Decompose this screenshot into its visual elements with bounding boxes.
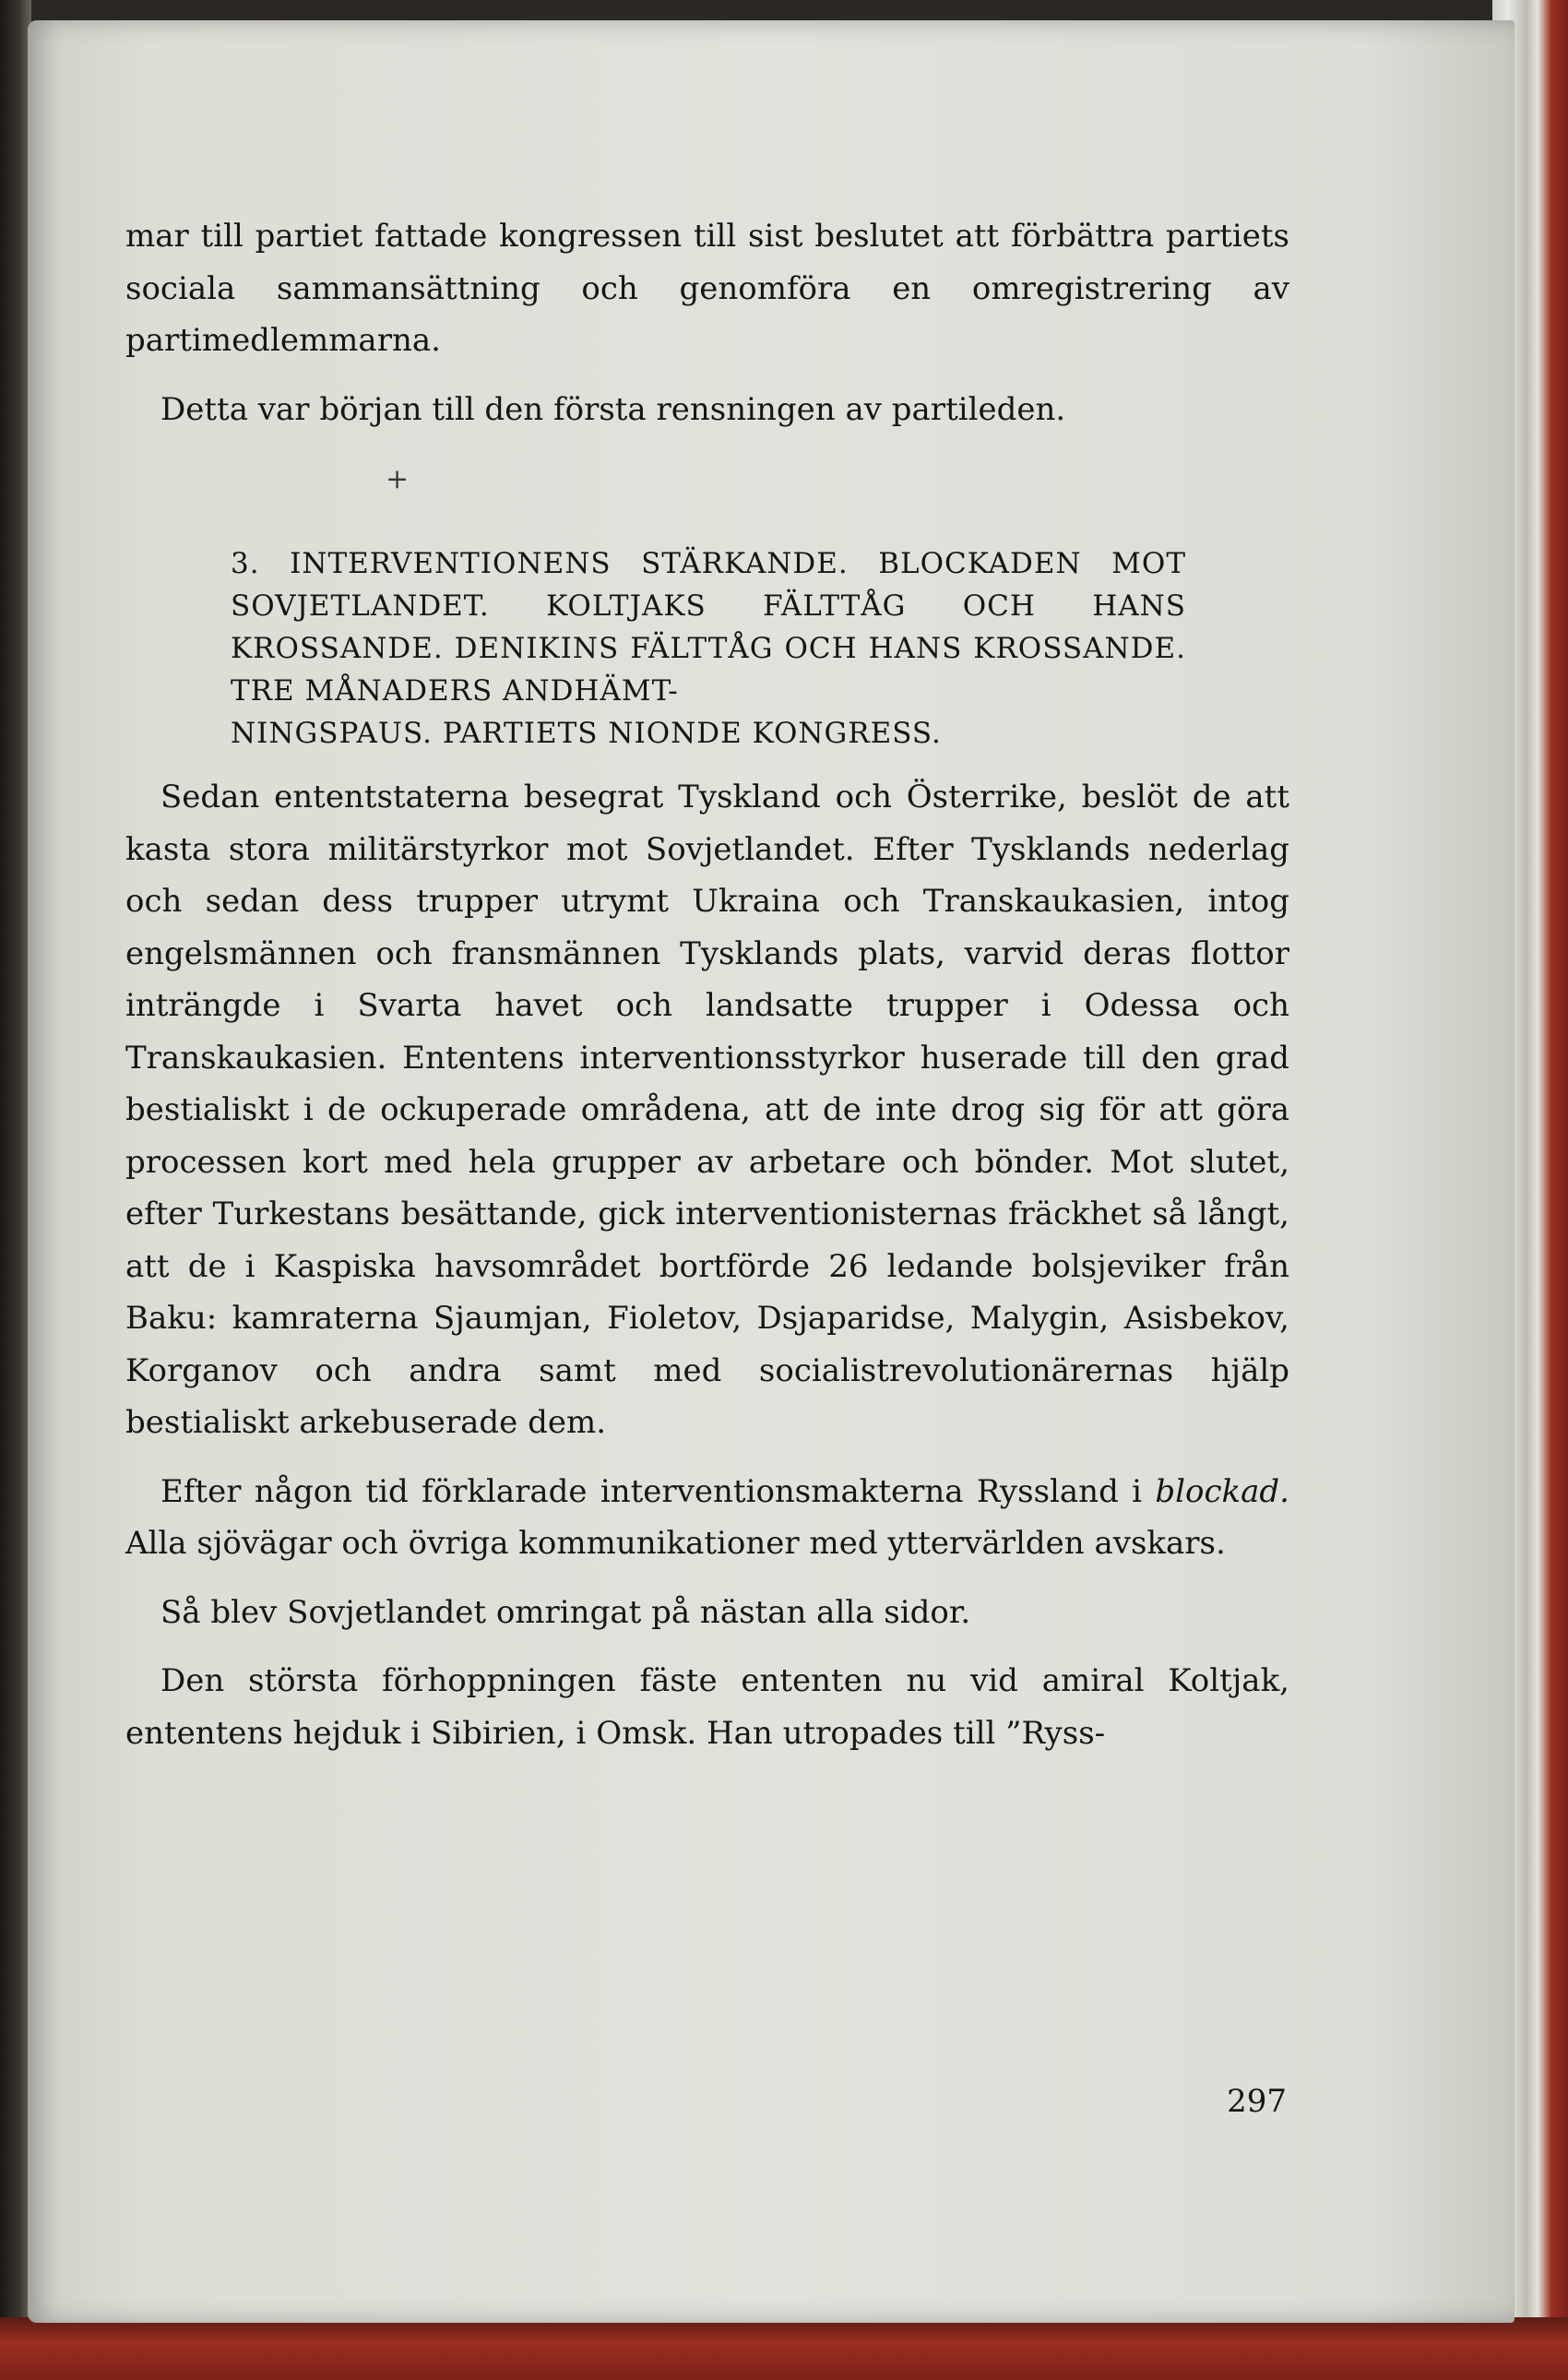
italic-term: blockad.	[1155, 1472, 1289, 1510]
section-heading: 3. INTERVENTIONENS STÄRKANDE. BLOCKADEN MOT SOVJETLANDET. KOLTJAKS FÄLTTÅG OCH HANS KROSSANDE. DENIKINS FÄLTTÅG OCH HANS KROSSANDE. TRE MÅNADERS ANDHÄMT-	[231, 547, 1186, 708]
paragraph-gap	[125, 1449, 1289, 1466]
paragraph-text: Efter någon tid förklarade interventionsmakterna Ryssland i	[160, 1472, 1156, 1510]
paragraph: mar till partiet fattade kongressen till sist beslutet att förbättra partiets sociala sammansättning och genomföra en omregistrering av partimedlemmarna.	[125, 218, 1289, 359]
paragraph: Så blev Sovjetlandet omringat på nästan alla sidor.	[160, 1593, 971, 1631]
paragraph-gap	[125, 435, 1289, 452]
page-text-block	[125, 210, 1289, 1759]
section-heading-last-line: NINGSPAUS. PARTIETS NIONDE KONGRESS.	[231, 717, 942, 750]
paragraph-gap	[125, 367, 1289, 384]
paragraph-gap	[125, 755, 1289, 771]
page-number: 297	[1227, 2083, 1287, 2120]
margin-mark: +	[386, 463, 410, 495]
book-spine-edge	[0, 0, 31, 2380]
book-cover-edge	[0, 2317, 1568, 2380]
paragraph-gap	[125, 1570, 1289, 1587]
paragraph: Sedan ententstaterna besegrat Tyskland och Österrike, beslöt de att kasta stora militärstyrkor mot Sovjetlandet. Efter Tysklands nederlag och sedan dess trupper utrymt Ukraina och Transkaukasien, intog engelsmännen och fransmännen Tysklands plats, varvid deras flottor inträngde i Svarta havet och landsatte trupper i Odessa och Transkaukasien. Ententens interventionsstyrkor huserade till den grad bestialiskt i de ockuperade områdena, att de inte drog sig för att göra processen kort med hela grupper av arbetare och bönder. Mot slutet, efter Turkestans besättande, gick interventionisternas fräckhet så långt, att de i Kaspiska havsområdet bortförde 26 ledande bolsjeviker från Baku: kamraterna Sjaumjan, Fioletov, Dsjaparidse, Malygin, Asisbekov, Korganov och andra samt med socialistrevolutionärernas hjälp bestialiskt arkebuserade dem.	[125, 779, 1289, 1441]
paragraph: Den största förhoppningen fäste ententen nu vid amiral Koltjak, ententens hejduk i Sibirien, i Omsk. Han utropades till ”Ryss-	[125, 1662, 1289, 1752]
paragraph: Detta var början till den första rensningen av partileden.	[160, 390, 1066, 428]
paragraph-text: Alla sjövägar och övriga kommunikationer med yttervärlden avskars.	[125, 1525, 1226, 1562]
section-gap	[125, 507, 1289, 542]
paragraph-gap	[125, 1638, 1289, 1655]
paragraph	[125, 1466, 1289, 1570]
